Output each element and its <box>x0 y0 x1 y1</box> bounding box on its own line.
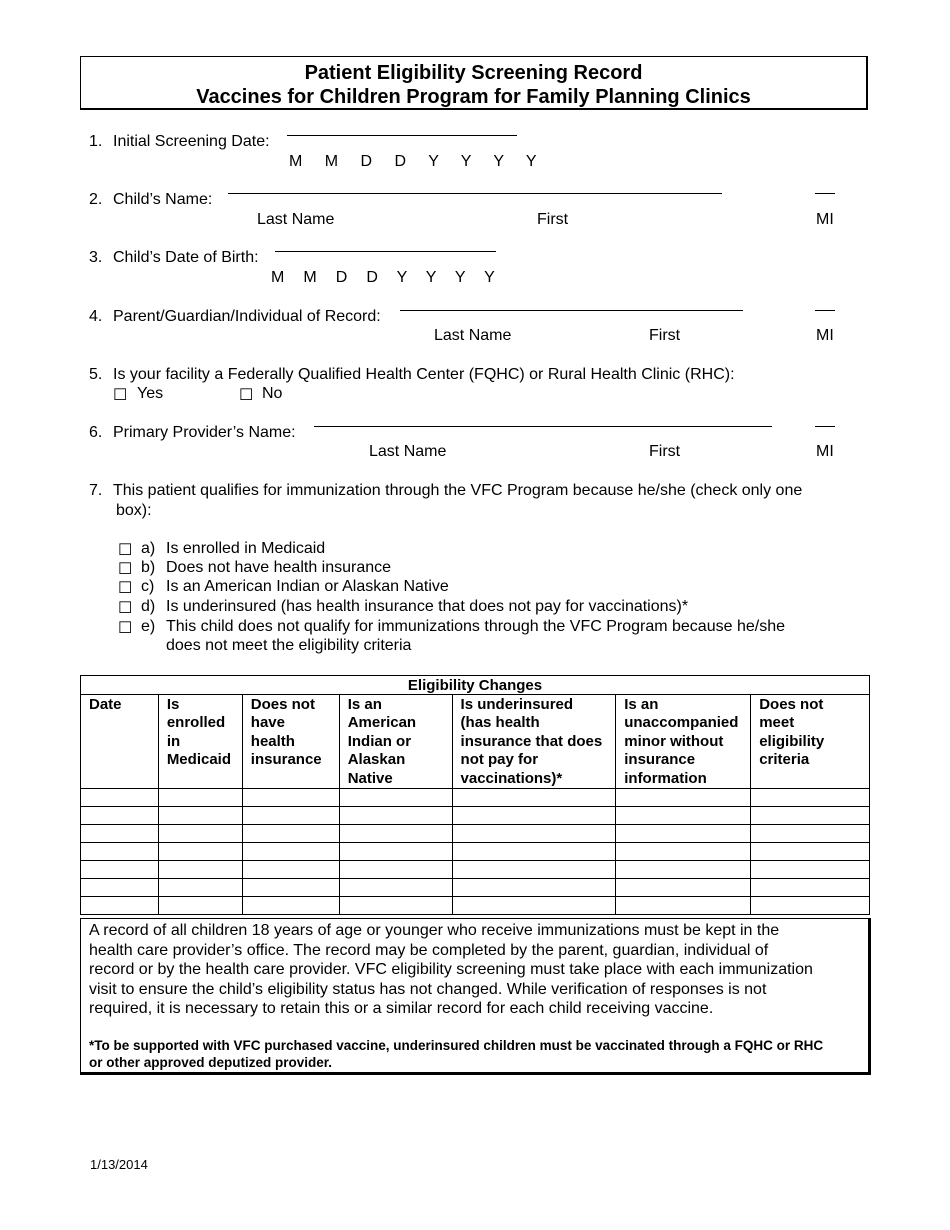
option-e-checkbox[interactable]: ☐ <box>118 620 133 637</box>
option-d-checkbox[interactable]: ☐ <box>118 600 133 617</box>
header-line: information <box>624 769 707 787</box>
header-line: Is an <box>624 696 659 713</box>
table-header-row <box>81 695 870 789</box>
option-c-letter: c) <box>141 578 155 595</box>
header-line: enrolled <box>166 714 226 732</box>
header-line: insurance <box>624 751 696 769</box>
q1-date-format: M M D D Y Y Y Y <box>289 153 546 170</box>
q3-number: 3. <box>89 249 103 266</box>
table-cell[interactable] <box>751 861 870 879</box>
option-b-checkbox[interactable]: ☐ <box>118 561 133 578</box>
guardian-name-field[interactable] <box>400 310 743 311</box>
table-cell[interactable] <box>452 879 616 897</box>
note-line: A record of all children 18 years of age or younger who receive immunizations must be kept in the <box>89 922 780 939</box>
header-line: insurance <box>250 751 322 769</box>
option-b-text: Does not have health insurance <box>166 559 392 576</box>
table-cell[interactable] <box>751 825 870 843</box>
q4-first-name-label: First <box>649 327 681 344</box>
header-line: in <box>166 732 181 750</box>
q6-mi-label: MI <box>816 443 834 460</box>
underinsured-footnote <box>89 1037 860 1072</box>
header-line: insurance that does <box>460 732 603 750</box>
q2-number: 2. <box>89 191 103 208</box>
page-title: Patient Eligibility Screening Record <box>304 62 643 84</box>
header-line: minor without <box>624 732 724 750</box>
table-cell[interactable] <box>339 897 452 915</box>
yes-checkbox[interactable]: ☐ <box>113 387 128 404</box>
note-line: health care provider’s office. The record may be completed by the parent, guardian, individual of <box>89 941 769 959</box>
child-mi-field[interactable] <box>815 193 835 194</box>
table-row <box>81 789 870 807</box>
note-line: required, it is necessary to retain this or a similar record for each child receiving vaccine. <box>89 1000 714 1018</box>
q6-first-name-label: First <box>649 443 681 460</box>
yes-label: Yes <box>137 385 164 402</box>
table-cell[interactable] <box>158 825 242 843</box>
header-line: Indian or <box>347 732 412 750</box>
q3-date-format: M M D D Y Y Y Y <box>271 269 503 286</box>
table-cell[interactable] <box>81 843 159 861</box>
header-line: Alaskan <box>347 751 406 769</box>
col-header-not-eligible <box>751 695 870 789</box>
provider-mi-field[interactable] <box>815 426 835 427</box>
header-line: Does not <box>250 696 315 713</box>
table-cell[interactable] <box>158 861 242 879</box>
table-cell[interactable] <box>339 861 452 879</box>
table-cell[interactable] <box>81 825 159 843</box>
table-cell[interactable] <box>158 807 242 825</box>
table-cell[interactable] <box>339 789 452 807</box>
q4-number: 4. <box>89 308 103 325</box>
table-cell[interactable] <box>81 807 159 825</box>
page-subtitle: Vaccines for Children Program for Family Planning Clinics <box>196 86 751 108</box>
table-cell[interactable] <box>616 825 751 843</box>
col-header-underinsured <box>452 695 616 789</box>
header-line: (has health <box>460 714 540 732</box>
q7-label-line2: box): <box>116 502 152 519</box>
table-cell[interactable] <box>616 879 751 897</box>
option-d-text: Is underinsured (has health insurance that does not pay for vaccinations)* <box>166 598 689 615</box>
table-cell[interactable] <box>242 825 339 843</box>
note-line: record or by the health care provider. VFC eligibility screening must take place with each immunization <box>89 961 813 979</box>
option-e-text: This child does not qualify for immunizations through the VFC Program because he/she <box>166 618 785 635</box>
table-cell[interactable] <box>158 789 242 807</box>
table-cell[interactable] <box>751 897 870 915</box>
header-line: meet <box>759 714 795 732</box>
col-header-date <box>81 695 159 789</box>
table-cell[interactable] <box>751 843 870 861</box>
table-cell[interactable] <box>81 861 159 879</box>
child-name-field[interactable] <box>228 193 722 194</box>
table-cell[interactable] <box>751 879 870 897</box>
table-cell[interactable] <box>242 879 339 897</box>
no-checkbox[interactable]: ☐ <box>239 387 254 404</box>
header-line: not pay for <box>460 751 539 769</box>
footnote-line: or other approved deputized provider. <box>89 1055 333 1071</box>
col-header-date-text: Date <box>89 696 122 713</box>
record-note-box <box>80 918 871 1075</box>
option-a-text: Is enrolled in Medicaid <box>166 540 326 557</box>
header-line: Does not <box>759 696 824 713</box>
col-header-american-indian <box>339 695 452 789</box>
header-line: Is an <box>347 696 382 713</box>
table-cell[interactable] <box>339 843 452 861</box>
table-cell[interactable] <box>452 789 616 807</box>
table-cell[interactable] <box>158 879 242 897</box>
table-cell[interactable] <box>452 807 616 825</box>
header-line: eligibility <box>759 732 825 750</box>
option-a-checkbox[interactable]: ☐ <box>118 542 133 559</box>
header-line: have <box>250 714 285 732</box>
q2-mi-label: MI <box>816 211 834 228</box>
header-line: Native <box>347 769 393 787</box>
q4-label: Parent/Guardian/Individual of Record: <box>113 308 381 325</box>
q3-label: Child’s Date of Birth: <box>113 249 259 266</box>
q6-last-name-label: Last Name <box>369 443 447 460</box>
table-cell[interactable] <box>452 825 616 843</box>
header-line: criteria <box>759 751 810 769</box>
note-line: visit to ensure the child’s eligibility status has not changed. While verification of responses is not <box>89 980 767 998</box>
table-cell[interactable] <box>81 897 159 915</box>
title-box <box>80 56 868 110</box>
option-c-text: Is an American Indian or Alaskan Native <box>166 578 449 595</box>
eligibility-changes-table <box>80 675 870 915</box>
provider-name-field[interactable] <box>314 426 772 427</box>
table-cell[interactable] <box>751 789 870 807</box>
table-caption: Eligibility Changes <box>81 676 870 695</box>
birth-date-field[interactable] <box>275 251 496 252</box>
option-e-letter: e) <box>141 618 156 635</box>
table-cell[interactable] <box>242 861 339 879</box>
table-row <box>81 879 870 897</box>
guardian-mi-field[interactable] <box>815 310 835 311</box>
q2-last-name-label: Last Name <box>257 211 335 228</box>
table-cell[interactable] <box>616 843 751 861</box>
option-a-letter: a) <box>141 540 156 557</box>
q7-label-line1: This patient qualifies for immunization through the VFC Program because he/she (check only one <box>113 482 803 499</box>
table-row <box>81 861 870 879</box>
header-line: unaccompanied <box>624 714 739 732</box>
header-line: American <box>347 714 417 732</box>
q5-label: Is your facility a Federally Qualified Health Center (FQHC) or Rural Health Clinic (RHC): <box>113 366 735 383</box>
table-cell[interactable] <box>242 897 339 915</box>
table-cell[interactable] <box>158 897 242 915</box>
table-cell[interactable] <box>242 843 339 861</box>
table-cell[interactable] <box>339 807 452 825</box>
table-row <box>81 825 870 843</box>
q4-mi-label: MI <box>816 327 834 344</box>
table-cell[interactable] <box>616 807 751 825</box>
header-line: health <box>250 732 295 750</box>
col-header-medicaid <box>158 695 242 789</box>
table-cell[interactable] <box>616 789 751 807</box>
header-line: Is underinsured <box>460 696 574 713</box>
screening-date-field[interactable] <box>287 135 517 136</box>
q1-number: 1. <box>89 133 103 150</box>
revision-date: 1/13/2014 <box>90 1157 148 1172</box>
table-row <box>81 807 870 825</box>
q2-first-name-label: First <box>537 211 569 228</box>
record-note-paragraph <box>89 921 860 1019</box>
footnote-line: *To be supported with VFC purchased vaccine, underinsured children must be vaccinated through a FQHC or RHC <box>89 1037 824 1053</box>
table-cell[interactable] <box>339 879 452 897</box>
table-cell[interactable] <box>452 843 616 861</box>
q7-number: 7. <box>89 482 103 499</box>
q6-label: Primary Provider’s Name: <box>113 424 296 441</box>
q4-last-name-label: Last Name <box>434 327 512 344</box>
table-cell[interactable] <box>242 807 339 825</box>
table-cell[interactable] <box>158 843 242 861</box>
header-line: vaccinations)* <box>460 769 563 787</box>
header-line: Is <box>166 696 180 713</box>
table-cell[interactable] <box>452 861 616 879</box>
option-b-letter: b) <box>141 559 156 576</box>
table-cell[interactable] <box>751 807 870 825</box>
q5-number: 5. <box>89 366 103 383</box>
q6-number: 6. <box>89 424 103 441</box>
table-row <box>81 843 870 861</box>
table-cell[interactable] <box>81 879 159 897</box>
header-line: Medicaid <box>166 751 231 769</box>
table-cell[interactable] <box>81 789 159 807</box>
col-header-unaccompanied-minor <box>616 695 751 789</box>
option-c-checkbox[interactable]: ☐ <box>118 580 133 597</box>
table-row <box>81 897 870 915</box>
q2-label: Child’s Name: <box>113 191 213 208</box>
table-cell[interactable] <box>452 897 616 915</box>
q1-label: Initial Screening Date: <box>113 133 270 150</box>
table-cell[interactable] <box>242 789 339 807</box>
col-header-no-insurance <box>242 695 339 789</box>
option-e-text-line2: does not meet the eligibility criteria <box>166 637 412 654</box>
option-d-letter: d) <box>141 598 156 615</box>
table-cell[interactable] <box>616 897 751 915</box>
table-cell[interactable] <box>339 825 452 843</box>
table-cell[interactable] <box>616 861 751 879</box>
no-label: No <box>262 385 283 402</box>
